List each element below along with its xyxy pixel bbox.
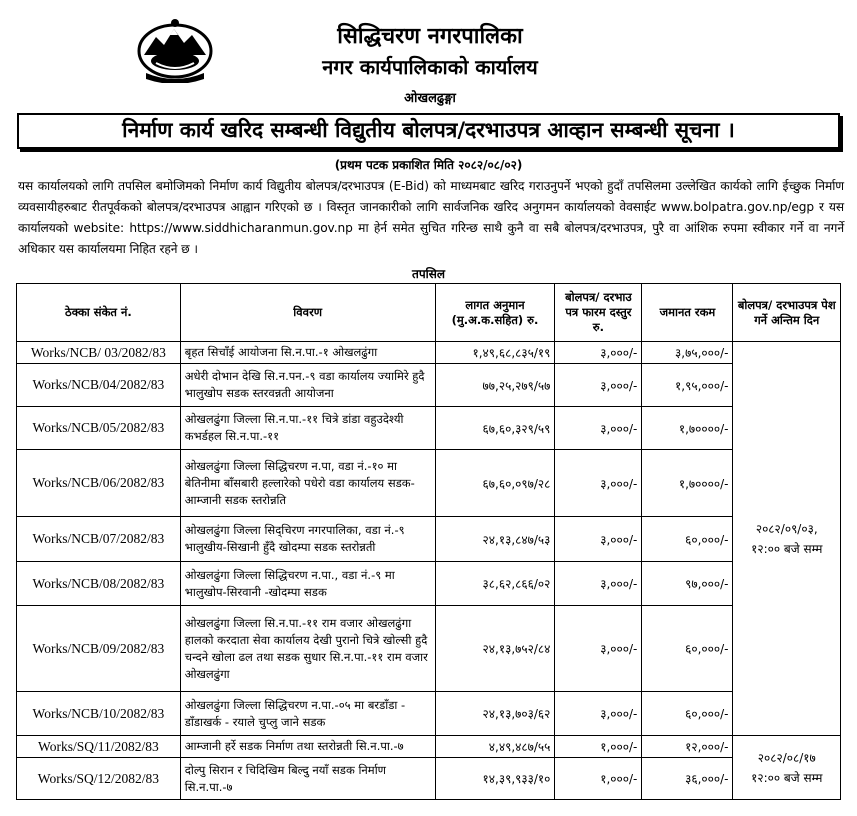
form-fee: ३,०००/- [555, 450, 642, 517]
contract-code: Works/NCB/08/2082/83 [17, 562, 181, 606]
deadline-time: १२:०० बजे सम्म [751, 770, 823, 785]
bid-security: ३,७५,०००/- [642, 342, 733, 364]
cost-estimate: १,४९,६८,८३५/१९ [435, 342, 555, 364]
table-row [17, 606, 841, 692]
cost-estimate: ६७,६०,३२९/५९ [435, 407, 555, 450]
header-deadline: बोलपत्र/ दरभाउपत्र पेश गर्ने अन्तिम दिन [733, 284, 841, 342]
form-fee: ३,०००/- [555, 517, 642, 562]
form-fee: १,०००/- [555, 736, 642, 758]
work-description: बृहत सिचाँई आयोजना सि.न.पा.-१ ओखलढुंगा [180, 342, 435, 364]
deadline-date: २०८२/०९/०३, [755, 521, 818, 536]
table-row [17, 407, 841, 450]
header-form-fee: बोलपत्र/ दरभाउ पत्र फारम दस्तुर रु. [555, 284, 642, 342]
office-location: ओखलढुङ्गा [404, 91, 456, 106]
contract-code: Works/SQ/11/2082/83 [17, 736, 181, 758]
contract-code: Works/NCB/ 03/2082/83 [17, 342, 181, 364]
deadline-cell-ncb [733, 342, 841, 736]
work-description: ओखलढुंगा जिल्ला सिद्धिचरण न.पा, वडा नं.-१० मा बेतिनीमा बाँसबारी हल्लारेको पधेरो वडा कार्यालय सडक-आम्जानी सडक स्तरोन्नति [180, 450, 435, 517]
form-fee: १,०००/- [555, 758, 642, 800]
form-fee: ३,०००/- [555, 692, 642, 736]
form-fee: ३,०००/- [555, 606, 642, 692]
contract-code: Works/SQ/12/2082/83 [17, 758, 181, 800]
cost-estimate: १४,३९,९३३/१० [435, 758, 555, 800]
notice-title: निर्माण कार्य खरिद सम्बन्धी विद्युतीय बोलपत्र/दरभाउपत्र आव्हान सम्बन्धी सूचना । [17, 113, 840, 149]
office-name: सिद्धिचरण नगरपालिका [337, 24, 523, 49]
contract-code: Works/NCB/04/2082/83 [17, 364, 181, 407]
bid-security: ६०,०००/- [642, 692, 733, 736]
bid-security: ६०,०००/- [642, 517, 733, 562]
work-description: ओखलढुंगा जिल्ला सिद्धिचरण न.पा., वडा नं.-९ मा भालुखोप-सिरवानी -खोदम्पा सडक [180, 562, 435, 606]
work-description: ओखलढुंगा जिल्ला सि.न.पा.-११ राम वजार ओखलढुंगा हालको करदाता सेवा कार्यालय देखी पुरानो चित्रे खोल्सी हुदै चन्दने खोला ढल तथा सडक सुधार सि.न.पा.-११ राम वजार ओखलढुंगा [180, 606, 435, 692]
work-description: ओखलढुंगा जिल्ला सिद्धिचरण न.पा.-०५ मा बरडाँडा - डाँडाखर्क - रयाले चुप्लु जाने सडक [180, 692, 435, 736]
contract-code: Works/NCB/10/2082/83 [17, 692, 181, 736]
bid-security: ६०,०००/- [642, 606, 733, 692]
cost-estimate: २४,१३,७०३/६२ [435, 692, 555, 736]
form-fee: ३,०००/- [555, 342, 642, 364]
table-row [17, 517, 841, 562]
form-fee: ३,०००/- [555, 407, 642, 450]
table-row [17, 692, 841, 736]
bid-security: १,७००००/- [642, 450, 733, 517]
header-bid-security: जमानत रकम [642, 284, 733, 342]
table-row [17, 364, 841, 407]
table-row [17, 758, 841, 800]
cost-estimate: २४,१३,८४७/५३ [435, 517, 555, 562]
header-contract-no: ठेक्का संकेत नं. [17, 284, 181, 342]
header-description: विवरण [180, 284, 435, 342]
work-description: ओखलढुंगा जिल्ला सिद्चिरण नगरपालिका, वडा नं.-९ भालुखीय-सिखानी हुँदै खोदम्पा सडक स्तरोन्नती [180, 517, 435, 562]
header-cost-estimate: लागत अनुमान (मु.अ.क.सहित) रु. [435, 284, 555, 342]
table-row [17, 450, 841, 517]
cost-estimate: ७७,२५,२७९/५७ [435, 364, 555, 407]
deadline-cell-sq [733, 736, 841, 800]
form-fee: ३,०००/- [555, 562, 642, 606]
publication-date: (प्रथम पटक प्रकाशित मिति २०८२/०८/०२) [334, 158, 523, 172]
office-subtitle: नगर कार्यपालिकाको कार्यालय [322, 55, 538, 79]
table-header-row [17, 284, 841, 342]
contract-code: Works/NCB/06/2082/83 [17, 450, 181, 517]
bid-security: ९७,०००/- [642, 562, 733, 606]
work-description: ओखलढुंगा जिल्ला सि.न.पा.-११ चित्रे डांडा वहुउदेश्यी कभर्डहल सि.न.पा.-११ [180, 407, 435, 450]
contract-code: Works/NCB/09/2082/83 [17, 606, 181, 692]
nepal-government-emblem-icon [134, 15, 216, 83]
schedule-heading: तपसिल [411, 267, 445, 281]
notice-body: यस कार्यालयको लागि तपसिल बमोजिमको निर्माण कार्य विद्युतीय बोलपत्र/दरभाउपत्र (E-Bid) को माध्यमबाट खरिद गराउनुपर्ने भएको हुदाँ तपसिलमा उल्लेखित कार्यको लागि ईच्छुक निर्माण व्यवसायीहरुबाट रीतपूर्वकको बोलपत्र/दरभाउपत्र आह्वान गरिएको छ । विस्तृत जानकारीको लागि सार्वजनिक खरिद अनुगमन कार्यालयको वेवसाईट www.bolpatra.gov.np/egp र यस कार्यालयको website: https://www.siddhicharanmun.gov.np मा हेर्न समेत सुचित गरिन्छ साथै कुनै वा सबै बोलपत्र/दरभाउपत्र, पुरै वा आंशिक रुपमा स्वीकार गर्ने वा नगर्ने अधिकार यस कार्यालयमा निहित रहने छ । [18, 179, 844, 256]
table-row [17, 562, 841, 606]
deadline-date: २०८२/०८/१७ [757, 750, 816, 765]
bid-security: ३६,०००/- [642, 758, 733, 800]
table-row [17, 342, 841, 364]
form-fee: ३,०००/- [555, 364, 642, 407]
work-description: दोल्पु सिरान र चिदिखिम बिल्दु नयाँ सडक निर्माण सि.न.पा.-७ [180, 758, 435, 800]
deadline-time: १२:०० बजे सम्म [751, 541, 823, 556]
cost-estimate: ३८,६२,८६६/०२ [435, 562, 555, 606]
bid-security: १,७००००/- [642, 407, 733, 450]
table-row [17, 736, 841, 758]
cost-estimate: ६७,६०,०९७/२८ [435, 450, 555, 517]
tender-table [16, 283, 841, 800]
work-description: अधेरी दोभान देखि सि.न.पन.-९ वडा कार्यालय ज्यामिरे हुदै भालुखोप सडक स्तरवन्नती आयोजना [180, 364, 435, 407]
cost-estimate: ४,४९,४८७/५५ [435, 736, 555, 758]
bid-security: १,९५,०००/- [642, 364, 733, 407]
cost-estimate: २४,१३,७५२/८४ [435, 606, 555, 692]
bid-security: १२,०००/- [642, 736, 733, 758]
contract-code: Works/NCB/07/2082/83 [17, 517, 181, 562]
work-description: आम्जानी हर्रे सडक निर्माण तथा स्तरोन्नती सि.न.पा.-७ [180, 736, 435, 758]
contract-code: Works/NCB/05/2082/83 [17, 407, 181, 450]
